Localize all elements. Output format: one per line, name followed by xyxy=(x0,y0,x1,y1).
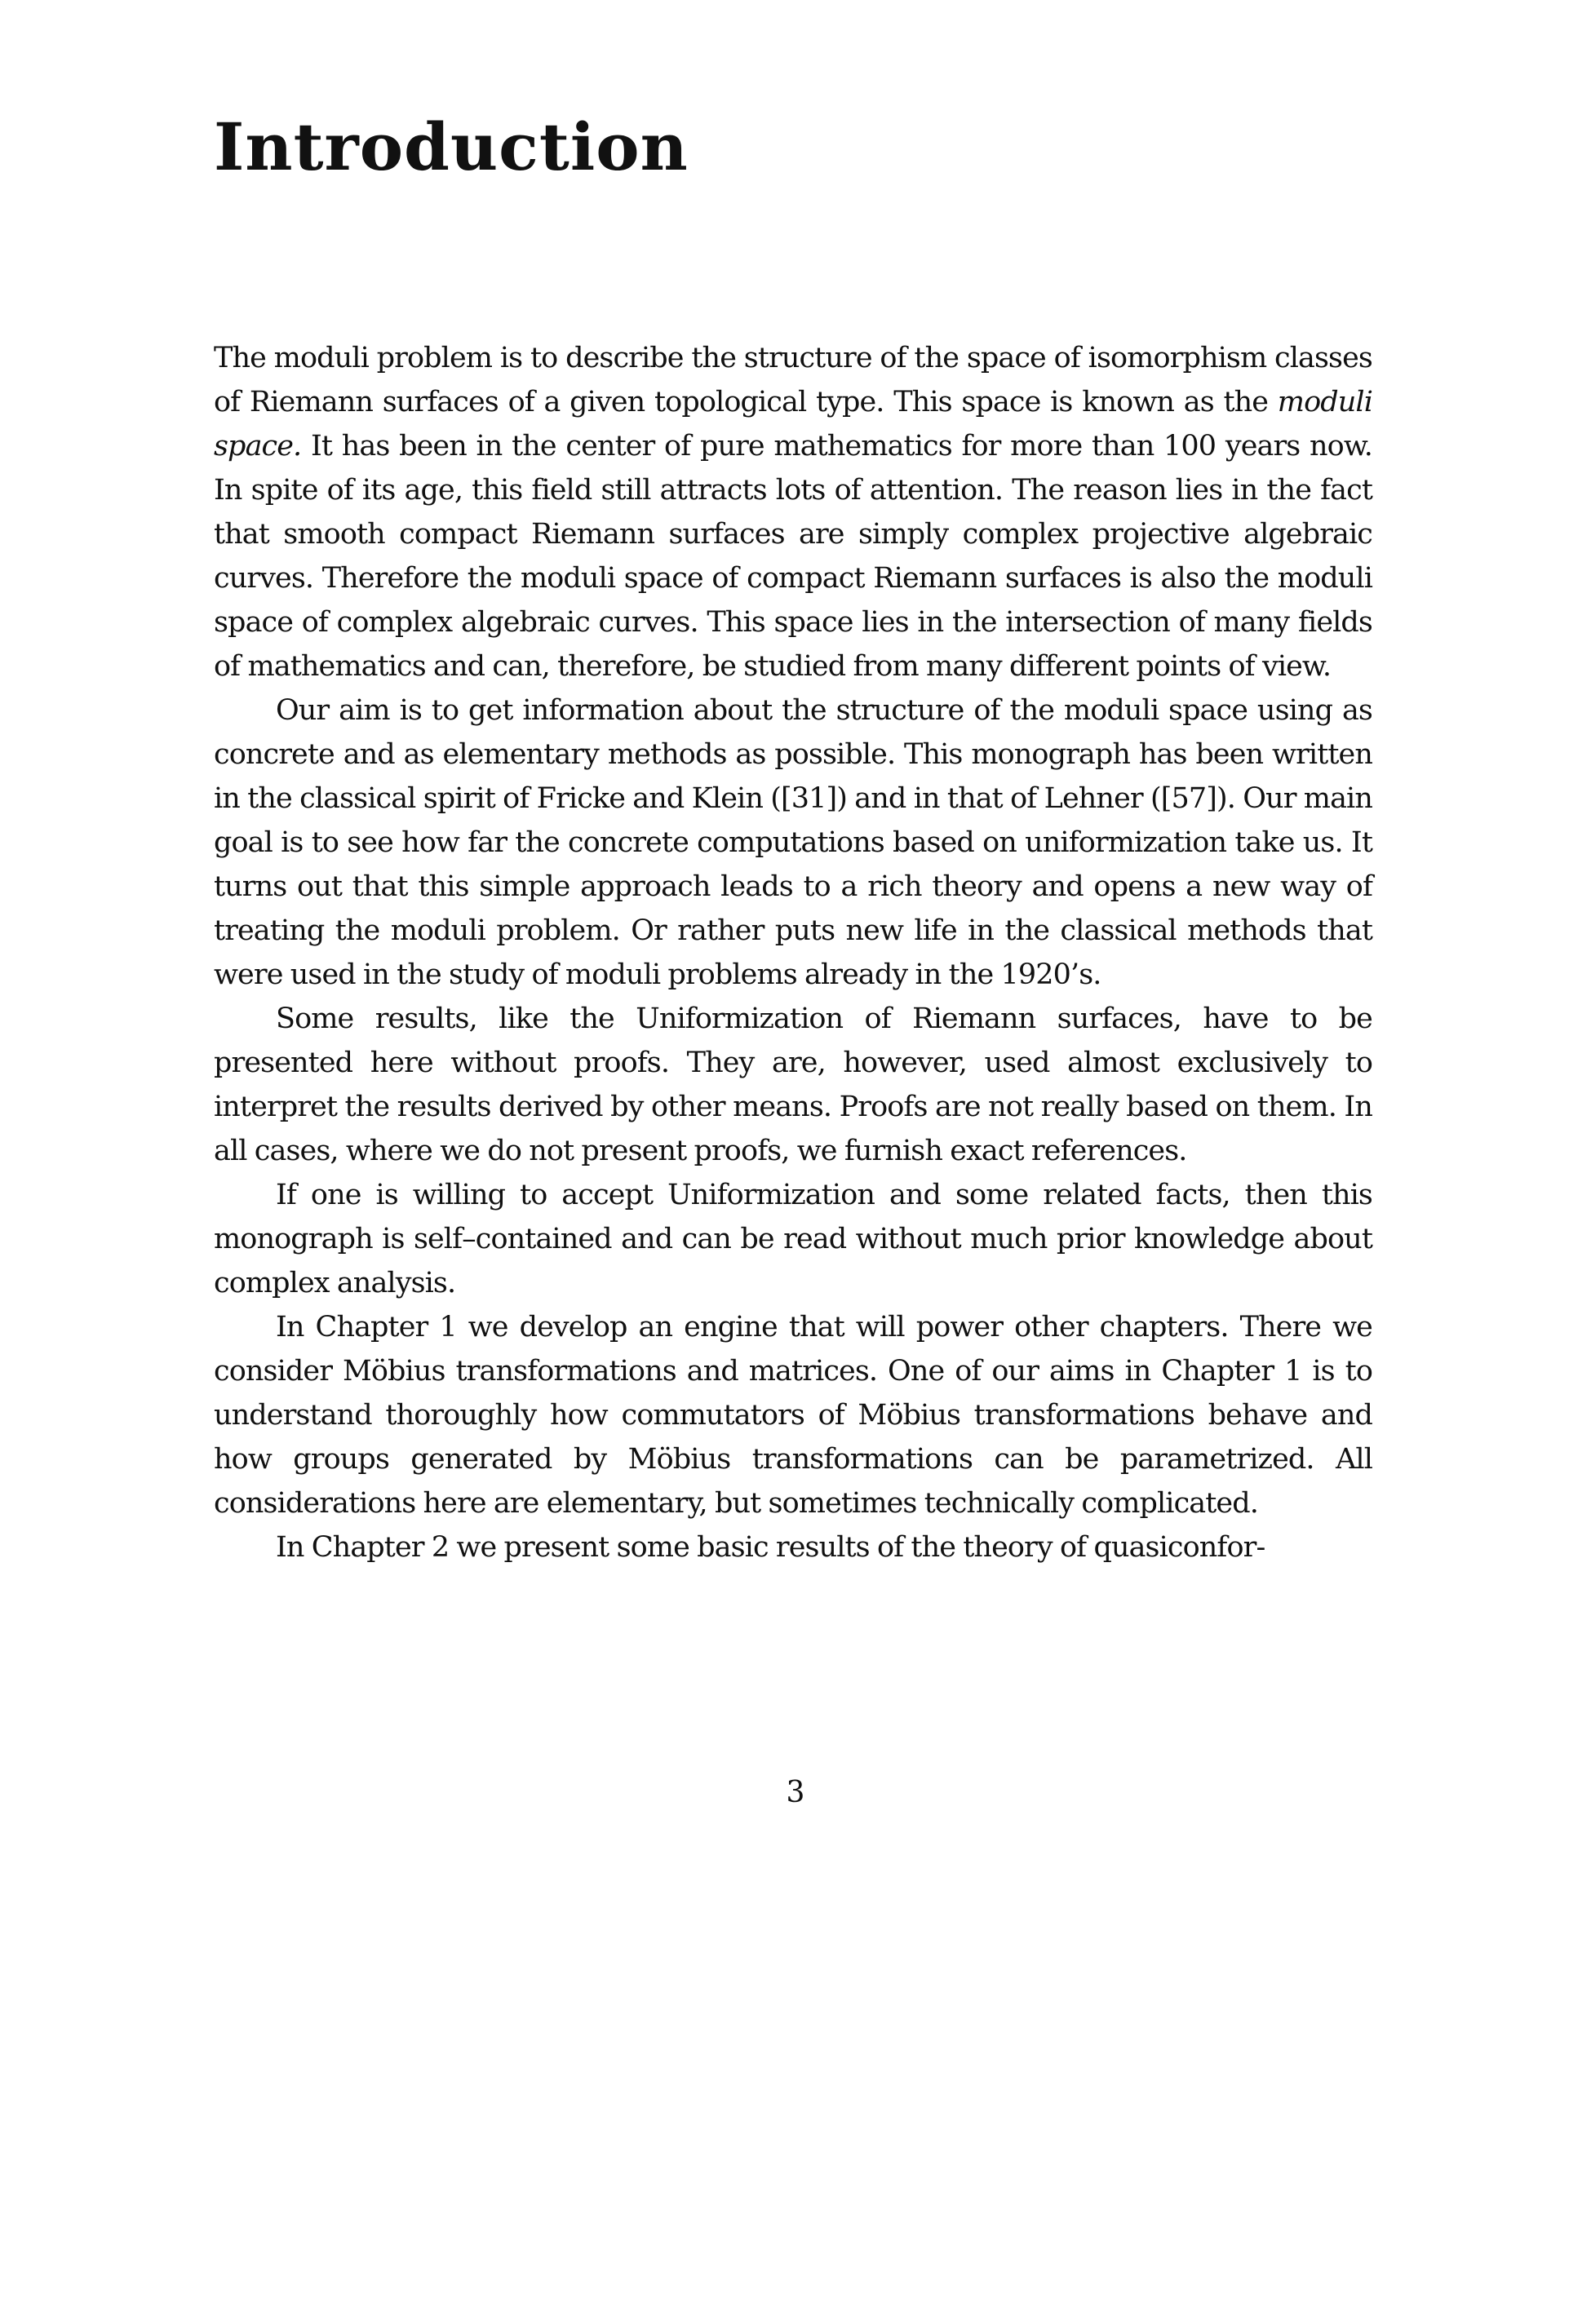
body-text xyxy=(214,336,1372,1569)
paragraph-6: In Chapter 2 we present some basic results of the theory of quasiconfor- xyxy=(276,1531,1265,1564)
paragraph-1-rest: It has been in the center of pure mathematics for more than 100 years now. In spite of its age, this field still attracts lots of attention. The reason lies in the fact that smooth compact Riemann surfaces are simply complex projective algebraic curves. Therefore the moduli space of compact Riemann surfaces is also the moduli space of complex algebraic curves. This space lies in the intersection of many fields of mathematics and can, therefore, be studied from many different points of view. xyxy=(214,430,1372,683)
page-title: Introduction xyxy=(214,108,689,185)
paragraph-1 xyxy=(214,336,1372,688)
paragraph-2: Our aim is to get information about the structure of the moduli space using as concrete and as elementary methods as possible. This monograph has been written in the classical spirit of Fricke and Klein ([31]) and in that of Lehner ([57]). Our main goal is to see how far the concrete computations based on uniformization take us. It turns out that this simple approach leads to a rich theory and opens a new way of treating the moduli problem. Or rather puts new life in the classical methods that were used in the study of moduli problems already in the 1920’s. xyxy=(214,694,1372,991)
paragraph-1-start: The moduli problem is to describe the structure of the space of isomorphism classes of Riemann surfaces of a given topological type. This space is known as the xyxy=(214,342,1372,418)
paragraph-4: If one is willing to accept Uniformization and some related facts, then this monograph is self–contained and can be read without much prior knowledge about complex analysis. xyxy=(214,1179,1372,1299)
emphasized-term: moduli space. xyxy=(214,386,1372,463)
paragraph-3: Some results, like the Uniformization of Riemann surfaces, have to be presented here without proofs. They are, however, used almost exclusively to interpret the results derived by other means. Proofs are not really based on them. In all cases, where we do not present proofs, we furnish exact references. xyxy=(214,1003,1372,1167)
paragraph-5: In Chapter 1 we develop an engine that will power other chapters. There we consider Möbius transformations and matrices. One of our aims in Chapter 1 is to understand thoroughly how commutators of Möbius transformations behave and how groups generated by Möbius transformations can be parametrized. All considerations here are elementary, but sometimes technically complicated. xyxy=(214,1311,1372,1520)
page-number: 3 xyxy=(786,1776,805,1809)
